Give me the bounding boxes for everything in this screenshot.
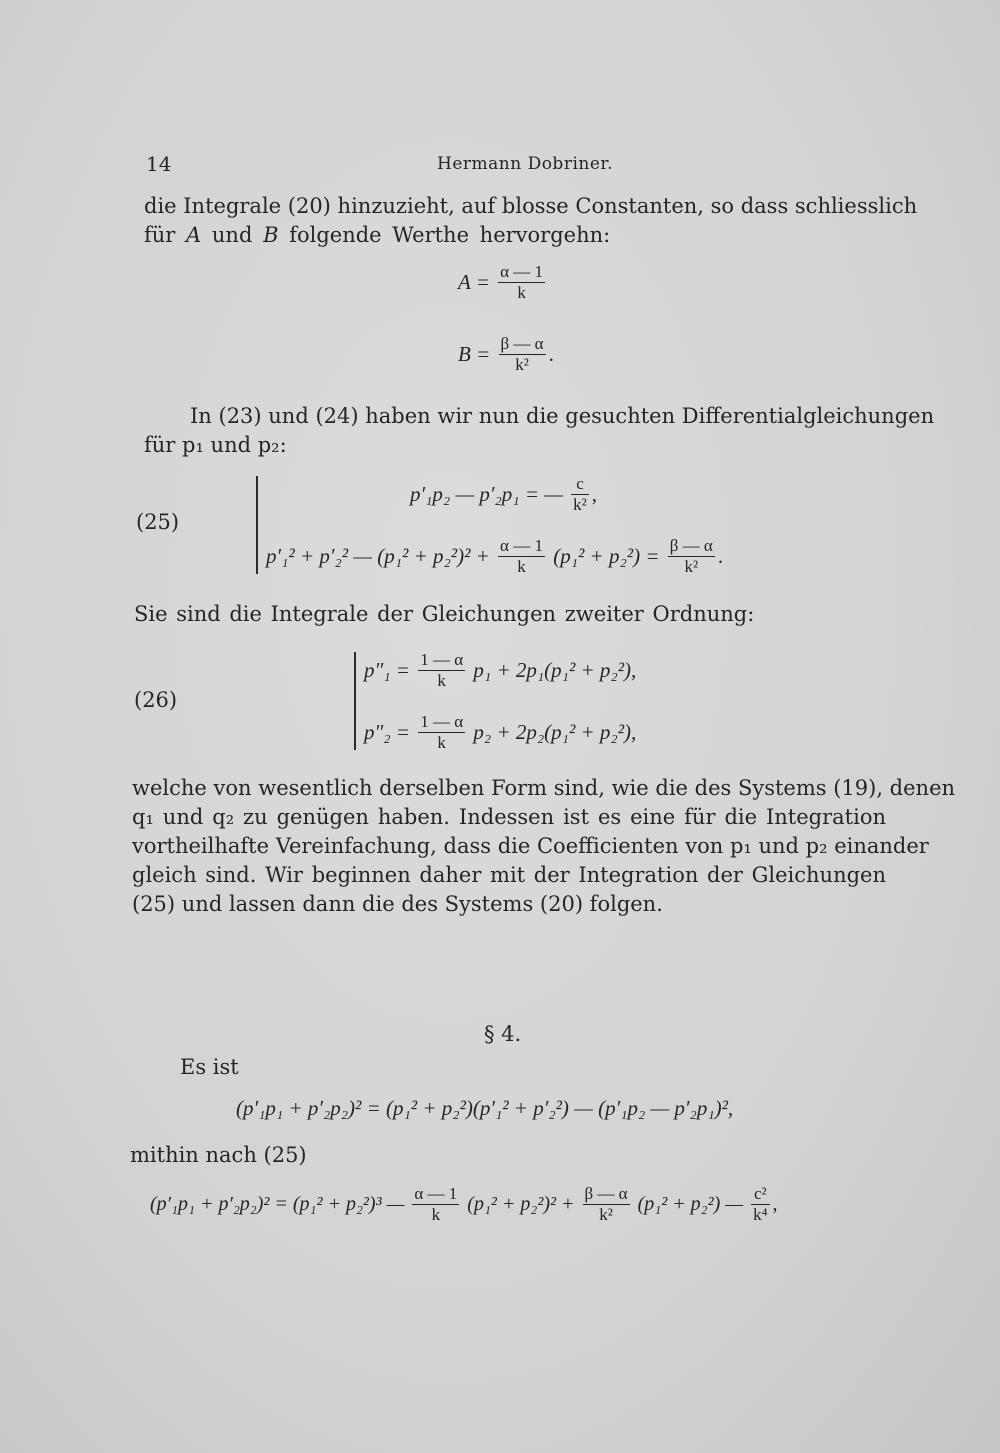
- eq25-row-1: [410, 474, 597, 515]
- equation-A: [458, 262, 548, 303]
- running-title: Hermann Dobriner.: [437, 154, 614, 174]
- eq25-row2-numerator-2: β — α: [669, 536, 713, 555]
- paragraph-2: [144, 402, 935, 460]
- eq25-row2-part-a: p′₁² + p′₂² — (p₁² + p₂²)² +: [266, 544, 490, 568]
- eq26-row-2: [364, 712, 636, 753]
- eq26-row2-numerator: 1 — α: [420, 712, 464, 731]
- eq25-row2-numerator-1: α — 1: [500, 536, 543, 555]
- page-number: 14: [146, 152, 172, 176]
- eq26-row2-denominator: k: [418, 732, 465, 753]
- eq25-row2-fraction-2: [668, 536, 715, 577]
- eq25-row2-part-b: (p₁² + p₂²) =: [553, 544, 660, 568]
- para2-line-1: In (23) und (24) haben wir nun die gesuchten Differentialgleichungen: [190, 404, 935, 428]
- eq25-brace: [256, 476, 258, 574]
- paragraph-5: Es ist: [180, 1055, 239, 1079]
- eq-final-denominator-2: k²: [583, 1204, 630, 1225]
- eq-final-numerator-1: α — 1: [414, 1184, 458, 1203]
- paragraph-6: mithin nach (25): [130, 1143, 307, 1167]
- eq-A-numerator: α — 1: [500, 262, 544, 281]
- eq-final-denominator-1: k: [412, 1204, 459, 1225]
- eq26-row1-denominator: k: [418, 670, 465, 691]
- eq26-label: (26): [134, 688, 178, 712]
- eq-B-denominator: k²: [499, 354, 546, 375]
- eq-final-denominator-3: k⁴: [753, 1205, 768, 1224]
- eq25-row1-lhs: p′₁p₂ — p′₂p₁ = —: [410, 482, 563, 506]
- eq-final-comma: ,: [772, 1193, 778, 1215]
- eq26-row1-lhs: p″₁ =: [364, 658, 410, 682]
- para4-line-5: (25) und lassen dann die des Systems (20) folgen.: [132, 892, 663, 916]
- eq25-label: (25): [136, 510, 180, 534]
- eq25-row2-denominator-2: k²: [668, 556, 715, 577]
- para4-line-4: gleich sind. Wir beginnen daher mit der Integration der Gleichungen: [132, 863, 886, 887]
- eq26-row2-rhs: p₂ + 2p₂(p₁² + p₂²),: [473, 720, 637, 744]
- eq-final-fraction-1: [412, 1184, 459, 1225]
- eq-A-denominator: k: [498, 282, 545, 303]
- eq-B-period: .: [548, 342, 554, 366]
- eq26-row2-lhs: p″₂ =: [364, 720, 410, 744]
- eq-B-numerator: β — α: [500, 334, 544, 353]
- para2-line-2: für p₁ und p₂:: [144, 433, 287, 457]
- section-heading: § 4.: [484, 1022, 522, 1046]
- eq-final-fraction-3: [751, 1184, 769, 1225]
- eq-final-numerator-3: c²: [753, 1184, 767, 1203]
- para4-line-2: q₁ und q₂ zu genügen haben. Indessen ist es eine für die Integration: [132, 805, 886, 829]
- eq25-row2-period: .: [717, 544, 724, 568]
- eq-final-part-c: (p₁² + p₂²) —: [637, 1193, 744, 1215]
- eq25-row1-numerator: c: [576, 474, 584, 493]
- eq26-brace: [354, 652, 356, 750]
- intro-line-1: die Integrale (20) hinzuzieht, auf blosse Constanten, so dass schliesslich: [144, 194, 918, 218]
- paragraph-3: Sie sind die Integrale der Gleichungen zweiter Ordnung:: [134, 602, 755, 626]
- eq-B-fraction: [499, 334, 546, 375]
- eq-final-numerator-2: β — α: [584, 1184, 628, 1203]
- intro-fuer: für: [144, 223, 176, 247]
- eq25-row2-denominator-1: k: [498, 556, 545, 577]
- eq26-row2-fraction: [418, 712, 465, 753]
- para4-line-1: welche von wesentlich derselben Form sind, wie die des Systems (19), denen: [132, 776, 956, 800]
- intro-rest: folgende Werthe hervorgehn:: [289, 223, 611, 247]
- equation-B: [458, 334, 554, 375]
- eq-A-lhs: A =: [458, 270, 490, 294]
- eq25-row2-fraction-1: [498, 536, 545, 577]
- eq25-row1-comma: ,: [591, 482, 598, 506]
- eq25-row1-fraction: [571, 474, 589, 515]
- eq26-row1-fraction: [418, 650, 465, 691]
- intro-line-2: [144, 221, 896, 250]
- intro-paragraph: [144, 192, 918, 250]
- equation-final: [150, 1184, 778, 1225]
- eq26-row-1: [364, 650, 636, 691]
- para4-line-3: vortheilhafte Vereinfachung, dass die Coefficienten von p₁ und p₂ einander: [132, 834, 929, 858]
- intro-und: und: [211, 223, 253, 247]
- symbol-B: B: [263, 223, 279, 247]
- eq-A-fraction: [498, 262, 545, 303]
- eq-final-fraction-2: [583, 1184, 630, 1225]
- eq-final-part-b: (p₁² + p₂²)² +: [467, 1193, 575, 1215]
- equation-identity: (p′₁p₁ + p′₂p₂)² = (p₁² + p₂²)(p′₁² + p′₂²) — (p′₁p₂ — p′₂p₁)²,: [236, 1096, 734, 1120]
- eq-final-part-a: (p′₁p₁ + p′₂p₂)² = (p₁² + p₂²)³ —: [150, 1193, 405, 1215]
- eq25-row-2: [266, 536, 723, 577]
- eq26-row1-rhs: p₁ + 2p₁(p₁² + p₂²),: [473, 658, 637, 682]
- eq25-row1-denominator: k²: [573, 495, 587, 514]
- paragraph-4: [132, 774, 956, 919]
- eq26-row1-numerator: 1 — α: [420, 650, 464, 669]
- symbol-A: A: [186, 223, 202, 247]
- eq-B-lhs: B =: [458, 342, 491, 366]
